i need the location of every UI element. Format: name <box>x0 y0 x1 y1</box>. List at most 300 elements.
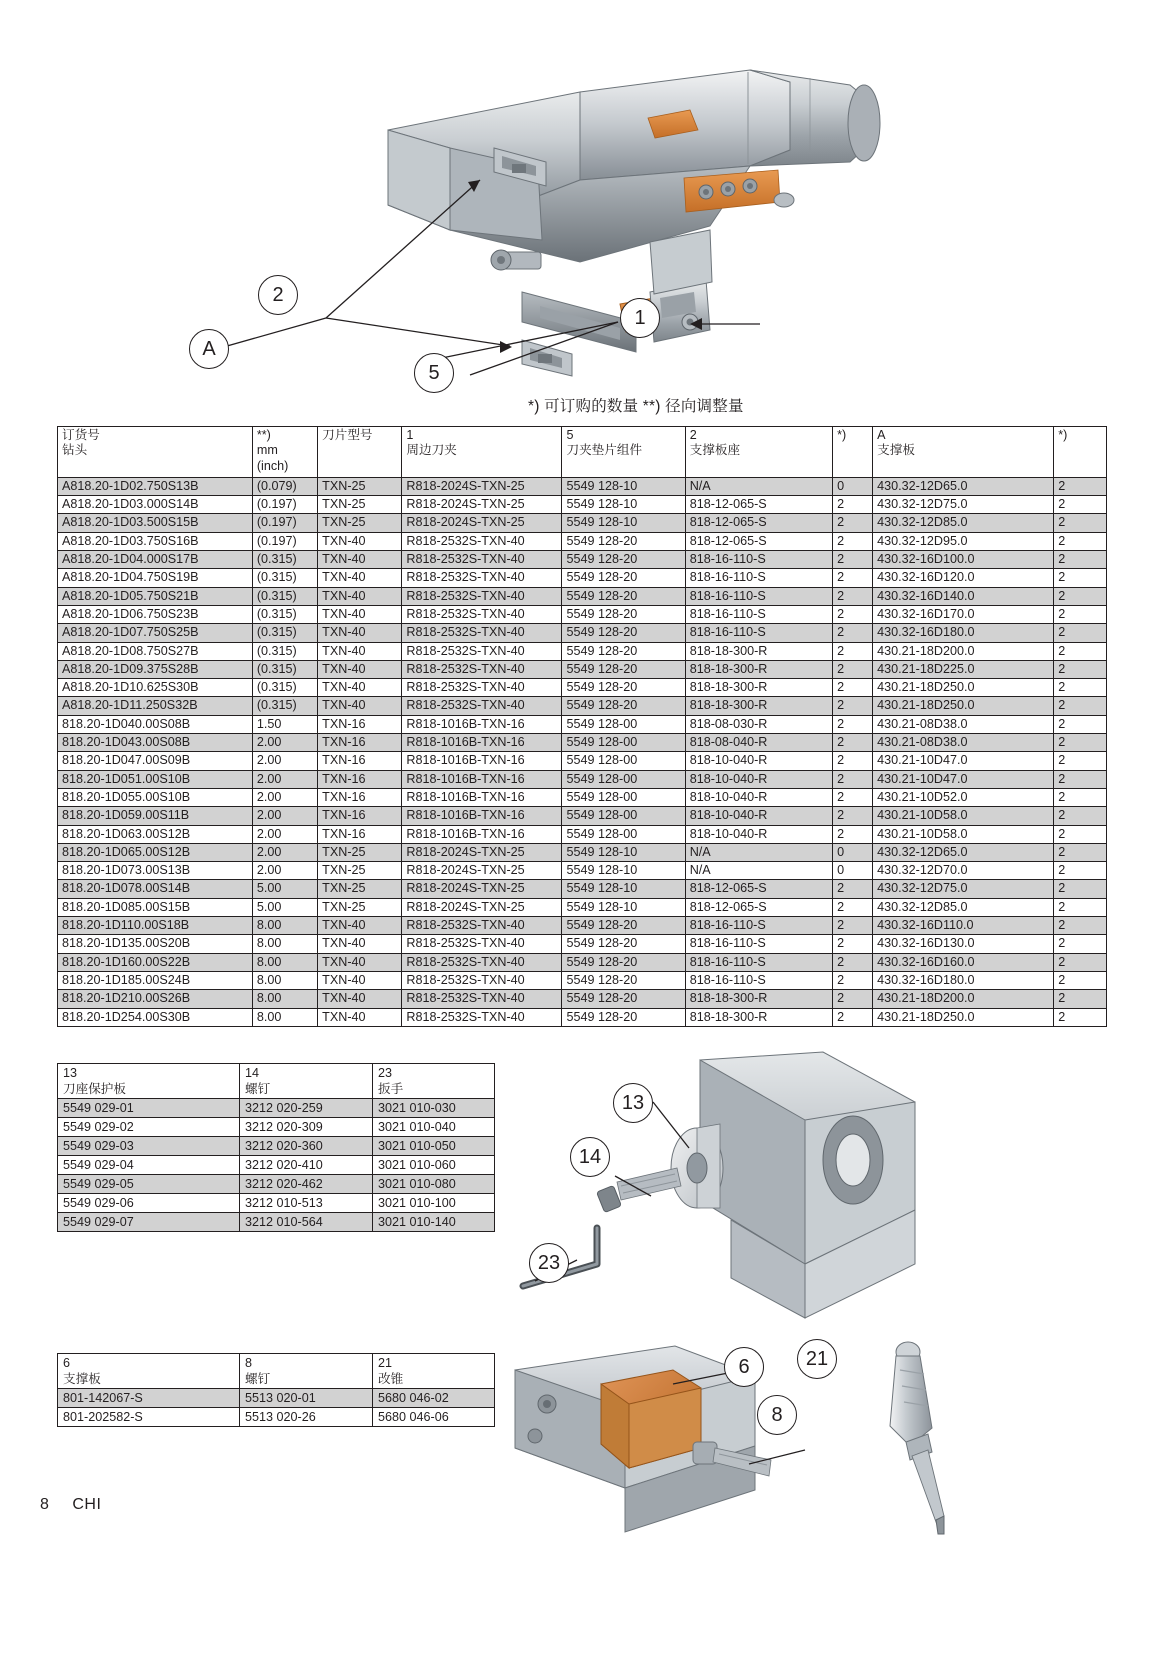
cell-holder-protection-plate: 5549 029-06 <box>58 1194 240 1213</box>
callout-marker-1: 1 <box>620 298 660 338</box>
table-row <box>58 990 1107 1008</box>
table-row <box>58 807 1107 825</box>
cell-radial-adjustment: 8.00 <box>252 953 317 971</box>
drill-order-table <box>57 426 1107 1027</box>
cell-support-pad-seat: 818-08-030-R <box>685 715 832 733</box>
cell-order-number: A818.20-1D08.750S27B <box>58 642 253 660</box>
cell-quantity-seat: 2 <box>833 770 873 788</box>
table-row <box>58 605 1107 623</box>
col-header-peripheral-holder: 1 周边刀夹 <box>402 427 562 478</box>
language-code: CHI <box>72 1496 102 1513</box>
cell-support-pad: 430.21-18D250.0 <box>873 1008 1054 1026</box>
cell-shim-kit: 5549 128-20 <box>562 642 685 660</box>
cell-support-pad: 430.32-12D85.0 <box>873 514 1054 532</box>
cell-quantity-pad: 2 <box>1054 569 1107 587</box>
cell-radial-adjustment: 2.00 <box>252 752 317 770</box>
cell-support-pad: 430.32-16D130.0 <box>873 935 1054 953</box>
cell-shim-kit: 5549 128-10 <box>562 898 685 916</box>
col-header-quantity-seat: *) <box>833 427 873 478</box>
cell-quantity-pad: 2 <box>1054 1008 1107 1026</box>
table-row <box>58 496 1107 514</box>
cell-shim-kit: 5549 128-10 <box>562 496 685 514</box>
cell-support-pad: 430.32-16D180.0 <box>873 624 1054 642</box>
cell-support-pad-seat: 818-10-040-R <box>685 752 832 770</box>
table-row <box>58 1137 495 1156</box>
screwdriver-illustration <box>840 1330 980 1540</box>
cell-shim-kit: 5549 128-00 <box>562 770 685 788</box>
cell-order-number: A818.20-1D03.750S16B <box>58 532 253 550</box>
cell-support-pad-seat: 818-18-300-R <box>685 679 832 697</box>
cell-radial-adjustment: 8.00 <box>252 1008 317 1026</box>
cell-quantity-seat: 2 <box>833 679 873 697</box>
cell-support-pad: 430.32-16D170.0 <box>873 605 1054 623</box>
table-row <box>58 1389 495 1408</box>
cell-shim-kit: 5549 128-10 <box>562 514 685 532</box>
cell-support-pad-seat: 818-18-300-R <box>685 1008 832 1026</box>
table-row <box>58 569 1107 587</box>
table-row <box>58 862 1107 880</box>
cell-order-number: A818.20-1D09.375S28B <box>58 660 253 678</box>
cell-order-number: 818.20-1D055.00S10B <box>58 788 253 806</box>
cell-peripheral-holder: R818-2532S-TXN-40 <box>402 569 562 587</box>
col-header-quantity-pad: *) <box>1054 427 1107 478</box>
table-row <box>58 514 1107 532</box>
cell-shim-kit: 5549 128-00 <box>562 752 685 770</box>
cell-radial-adjustment: 8.00 <box>252 935 317 953</box>
cell-radial-adjustment: 8.00 <box>252 971 317 989</box>
cell-radial-adjustment: 2.00 <box>252 862 317 880</box>
cell-quantity-pad: 2 <box>1054 825 1107 843</box>
cell-radial-adjustment: 1.50 <box>252 715 317 733</box>
cell-quantity-seat: 2 <box>833 551 873 569</box>
cell-insert-type: TXN-40 <box>318 990 402 1008</box>
cell-radial-adjustment: (0.315) <box>252 569 317 587</box>
cell-radial-adjustment: 5.00 <box>252 898 317 916</box>
cell-radial-adjustment: 2.00 <box>252 807 317 825</box>
cell-peripheral-holder: R818-2532S-TXN-40 <box>402 1008 562 1026</box>
cell-quantity-pad: 2 <box>1054 679 1107 697</box>
cell-wrench: 3021 010-060 <box>373 1156 495 1175</box>
cell-order-number: A818.20-1D03.500S15B <box>58 514 253 532</box>
cell-radial-adjustment: (0.315) <box>252 679 317 697</box>
table-row <box>58 1175 495 1194</box>
col-header-screw: 14 螺钉 <box>240 1064 373 1099</box>
cell-insert-type: TXN-16 <box>318 770 402 788</box>
cell-shim-kit: 5549 128-00 <box>562 807 685 825</box>
cell-shim-kit: 5549 128-10 <box>562 862 685 880</box>
cell-quantity-seat: 2 <box>833 514 873 532</box>
cell-peripheral-holder: R818-2532S-TXN-40 <box>402 624 562 642</box>
cell-support-pad-seat: 818-12-065-S <box>685 514 832 532</box>
cell-quantity-pad: 2 <box>1054 880 1107 898</box>
cell-quantity-seat: 2 <box>833 898 873 916</box>
table-row <box>58 1156 495 1175</box>
col-header-radial-adjustment: **) mm (inch) <box>252 427 317 478</box>
cell-quantity-seat: 2 <box>833 532 873 550</box>
cell-radial-adjustment: 8.00 <box>252 917 317 935</box>
cell-quantity-seat: 2 <box>833 917 873 935</box>
col-header-screw: 8 螺钉 <box>240 1354 373 1389</box>
cell-radial-adjustment: (0.315) <box>252 551 317 569</box>
cell-insert-type: TXN-40 <box>318 917 402 935</box>
col-header-screwdriver: 21 改锥 <box>373 1354 495 1389</box>
cell-support-pad-seat: 818-10-040-R <box>685 807 832 825</box>
cell-support-pad-seat: 818-18-300-R <box>685 642 832 660</box>
cell-peripheral-holder: R818-1016B-TXN-16 <box>402 734 562 752</box>
cell-order-number: A818.20-1D06.750S23B <box>58 605 253 623</box>
cell-insert-type: TXN-40 <box>318 697 402 715</box>
table-row <box>58 917 1107 935</box>
cell-peripheral-holder: R818-2532S-TXN-40 <box>402 551 562 569</box>
cell-screw: 5513 020-01 <box>240 1389 373 1408</box>
cell-peripheral-holder: R818-1016B-TXN-16 <box>402 807 562 825</box>
cell-shim-kit: 5549 128-20 <box>562 935 685 953</box>
cell-insert-type: TXN-16 <box>318 734 402 752</box>
cell-peripheral-holder: R818-2024S-TXN-25 <box>402 843 562 861</box>
cell-support-pad-seat: 818-16-110-S <box>685 569 832 587</box>
cell-insert-type: TXN-16 <box>318 788 402 806</box>
cell-support-pad: 430.21-10D58.0 <box>873 825 1054 843</box>
cell-order-number: 818.20-1D210.00S26B <box>58 990 253 1008</box>
cell-radial-adjustment: (0.315) <box>252 642 317 660</box>
cell-insert-type: TXN-25 <box>318 477 402 495</box>
cell-order-number: 818.20-1D135.00S20B <box>58 935 253 953</box>
cell-support-pad: 430.21-18D250.0 <box>873 679 1054 697</box>
cell-order-number: A818.20-1D10.625S30B <box>58 679 253 697</box>
cell-shim-kit: 5549 128-20 <box>562 917 685 935</box>
cell-quantity-seat: 2 <box>833 587 873 605</box>
cell-support-pad: 430.21-08D38.0 <box>873 734 1054 752</box>
cell-insert-type: TXN-40 <box>318 679 402 697</box>
cell-shim-kit: 5549 128-20 <box>562 679 685 697</box>
cell-support-pad: 430.32-16D110.0 <box>873 917 1054 935</box>
cell-quantity-pad: 2 <box>1054 624 1107 642</box>
callout-marker-a: A <box>189 329 229 369</box>
cell-quantity-seat: 2 <box>833 752 873 770</box>
cell-holder-protection-plate: 5549 029-02 <box>58 1118 240 1137</box>
cell-screw: 3212 020-309 <box>240 1118 373 1137</box>
cell-quantity-pad: 2 <box>1054 587 1107 605</box>
table-row <box>58 898 1107 916</box>
cell-holder-protection-plate: 5549 029-03 <box>58 1137 240 1156</box>
cell-order-number: 818.20-1D073.00S13B <box>58 862 253 880</box>
cell-radial-adjustment: 2.00 <box>252 734 317 752</box>
cell-quantity-seat: 2 <box>833 660 873 678</box>
table-row <box>58 788 1107 806</box>
cell-wrench: 3021 010-030 <box>373 1099 495 1118</box>
cell-insert-type: TXN-25 <box>318 496 402 514</box>
table-row <box>58 587 1107 605</box>
cell-support-plate: 801-142067-S <box>58 1389 240 1408</box>
cell-radial-adjustment: (0.197) <box>252 496 317 514</box>
table-row <box>58 935 1107 953</box>
cell-order-number: 818.20-1D059.00S11B <box>58 807 253 825</box>
cell-peripheral-holder: R818-1016B-TXN-16 <box>402 715 562 733</box>
cell-quantity-pad: 2 <box>1054 788 1107 806</box>
cell-quantity-pad: 2 <box>1054 843 1107 861</box>
cell-support-pad-seat: 818-10-040-R <box>685 788 832 806</box>
cell-radial-adjustment: (0.315) <box>252 587 317 605</box>
cell-peripheral-holder: R818-2532S-TXN-40 <box>402 532 562 550</box>
cell-peripheral-holder: R818-2532S-TXN-40 <box>402 587 562 605</box>
cell-quantity-pad: 2 <box>1054 697 1107 715</box>
table-row <box>58 697 1107 715</box>
cell-peripheral-holder: R818-1016B-TXN-16 <box>402 788 562 806</box>
cell-quantity-seat: 2 <box>833 624 873 642</box>
cell-shim-kit: 5549 128-20 <box>562 990 685 1008</box>
cell-quantity-pad: 2 <box>1054 605 1107 623</box>
cell-quantity-seat: 2 <box>833 971 873 989</box>
cell-insert-type: TXN-25 <box>318 843 402 861</box>
page-footer <box>40 1496 101 1514</box>
cell-quantity-seat: 2 <box>833 953 873 971</box>
cell-shim-kit: 5549 128-00 <box>562 825 685 843</box>
table-row <box>58 660 1107 678</box>
cell-quantity-seat: 2 <box>833 569 873 587</box>
table-row <box>58 679 1107 697</box>
cell-support-pad: 430.21-10D52.0 <box>873 788 1054 806</box>
callout-marker-23: 23 <box>529 1243 569 1283</box>
cell-peripheral-holder: R818-2024S-TXN-25 <box>402 862 562 880</box>
cell-insert-type: TXN-40 <box>318 605 402 623</box>
cell-peripheral-holder: R818-2532S-TXN-40 <box>402 605 562 623</box>
table-row <box>58 1194 495 1213</box>
cell-insert-type: TXN-40 <box>318 935 402 953</box>
cell-shim-kit: 5549 128-20 <box>562 587 685 605</box>
cell-order-number: A818.20-1D04.750S19B <box>58 569 253 587</box>
cell-screw: 5513 020-26 <box>240 1408 373 1427</box>
cell-quantity-pad: 2 <box>1054 532 1107 550</box>
cell-peripheral-holder: R818-2532S-TXN-40 <box>402 679 562 697</box>
table-row <box>58 1099 495 1118</box>
cell-order-number: 818.20-1D185.00S24B <box>58 971 253 989</box>
cell-radial-adjustment: 8.00 <box>252 990 317 1008</box>
cell-insert-type: TXN-25 <box>318 862 402 880</box>
cell-order-number: A818.20-1D07.750S25B <box>58 624 253 642</box>
cell-support-pad: 430.32-12D65.0 <box>873 477 1054 495</box>
cell-radial-adjustment: (0.197) <box>252 532 317 550</box>
cell-peripheral-holder: R818-2532S-TXN-40 <box>402 917 562 935</box>
cell-radial-adjustment: 5.00 <box>252 880 317 898</box>
cell-quantity-pad: 2 <box>1054 551 1107 569</box>
cell-peripheral-holder: R818-1016B-TXN-16 <box>402 752 562 770</box>
cell-order-number: A818.20-1D02.750S13B <box>58 477 253 495</box>
cell-shim-kit: 5549 128-20 <box>562 1008 685 1026</box>
cell-support-pad: 430.32-12D75.0 <box>873 880 1054 898</box>
cell-shim-kit: 5549 128-10 <box>562 477 685 495</box>
cell-screw: 3212 020-462 <box>240 1175 373 1194</box>
cell-insert-type: TXN-25 <box>318 898 402 916</box>
cell-screw: 3212 010-513 <box>240 1194 373 1213</box>
cell-quantity-seat: 2 <box>833 880 873 898</box>
cell-support-pad: 430.21-18D200.0 <box>873 990 1054 1008</box>
cell-insert-type: TXN-40 <box>318 532 402 550</box>
cell-support-pad: 430.21-18D225.0 <box>873 660 1054 678</box>
cell-peripheral-holder: R818-1016B-TXN-16 <box>402 770 562 788</box>
cell-quantity-seat: 2 <box>833 935 873 953</box>
table-row <box>58 1008 1107 1026</box>
cell-order-number: 818.20-1D040.00S08B <box>58 715 253 733</box>
cell-support-pad: 430.32-16D160.0 <box>873 953 1054 971</box>
cell-support-pad: 430.32-12D75.0 <box>873 496 1054 514</box>
cell-peripheral-holder: R818-2024S-TXN-25 <box>402 477 562 495</box>
cell-insert-type: TXN-16 <box>318 807 402 825</box>
cell-support-pad: 430.32-16D100.0 <box>873 551 1054 569</box>
table-body <box>58 1389 495 1427</box>
cell-quantity-seat: 2 <box>833 605 873 623</box>
cell-quantity-pad: 2 <box>1054 990 1107 1008</box>
cell-support-pad-seat: 818-16-110-S <box>685 917 832 935</box>
cell-shim-kit: 5549 128-20 <box>562 971 685 989</box>
cell-wrench: 3021 010-040 <box>373 1118 495 1137</box>
cell-peripheral-holder: R818-2024S-TXN-25 <box>402 898 562 916</box>
table-row <box>58 532 1107 550</box>
table-row <box>58 825 1107 843</box>
cell-quantity-pad: 2 <box>1054 770 1107 788</box>
cell-quantity-seat: 2 <box>833 697 873 715</box>
support-pad-table <box>57 1353 495 1427</box>
cell-quantity-seat: 0 <box>833 477 873 495</box>
table-row <box>58 734 1107 752</box>
table-row <box>58 1118 495 1137</box>
table-legend-note: *) 可订购的数量 **) 径向调整量 <box>528 398 744 415</box>
cell-wrench: 3021 010-140 <box>373 1213 495 1232</box>
table-row <box>58 1213 495 1232</box>
cell-support-pad-seat: 818-16-110-S <box>685 935 832 953</box>
cell-peripheral-holder: R818-2024S-TXN-25 <box>402 880 562 898</box>
cell-radial-adjustment: 2.00 <box>252 770 317 788</box>
cell-quantity-seat: 2 <box>833 825 873 843</box>
protection-plate-exploded-illustration <box>505 1050 925 1330</box>
cell-support-pad-seat: 818-18-300-R <box>685 660 832 678</box>
cell-screwdriver: 5680 046-06 <box>373 1408 495 1427</box>
cell-peripheral-holder: R818-2532S-TXN-40 <box>402 971 562 989</box>
table-row <box>58 642 1107 660</box>
cell-insert-type: TXN-16 <box>318 715 402 733</box>
cell-quantity-pad: 2 <box>1054 917 1107 935</box>
cell-insert-type: TXN-40 <box>318 953 402 971</box>
cell-insert-type: TXN-25 <box>318 880 402 898</box>
cell-support-pad-seat: 818-12-065-S <box>685 898 832 916</box>
cell-support-pad-seat: 818-16-110-S <box>685 624 832 642</box>
cell-quantity-pad: 2 <box>1054 715 1107 733</box>
cell-support-pad-seat: 818-16-110-S <box>685 605 832 623</box>
cell-wrench: 3021 010-100 <box>373 1194 495 1213</box>
cell-peripheral-holder: R818-1016B-TXN-16 <box>402 825 562 843</box>
cell-wrench: 3021 010-050 <box>373 1137 495 1156</box>
col-header-support-pad-seat: 2 支撑板座 <box>685 427 832 478</box>
cell-order-number: A818.20-1D03.000S14B <box>58 496 253 514</box>
col-header-support-pad: A 支撑板 <box>873 427 1054 478</box>
cell-support-pad-seat: 818-10-040-R <box>685 825 832 843</box>
cell-support-pad-seat: 818-16-110-S <box>685 587 832 605</box>
cell-quantity-pad: 2 <box>1054 477 1107 495</box>
table-body <box>58 477 1107 1026</box>
cell-radial-adjustment: (0.315) <box>252 605 317 623</box>
table-row <box>58 551 1107 569</box>
cell-support-pad-seat: 818-10-040-R <box>685 770 832 788</box>
cell-insert-type: TXN-40 <box>318 624 402 642</box>
cell-insert-type: TXN-40 <box>318 587 402 605</box>
callout-marker-6: 6 <box>724 1347 764 1387</box>
cell-screwdriver: 5680 046-02 <box>373 1389 495 1408</box>
cell-quantity-seat: 2 <box>833 496 873 514</box>
cell-support-pad-seat: N/A <box>685 862 832 880</box>
cell-shim-kit: 5549 128-10 <box>562 880 685 898</box>
cell-order-number: A818.20-1D04.000S17B <box>58 551 253 569</box>
cell-support-pad-seat: 818-16-110-S <box>685 953 832 971</box>
cell-holder-protection-plate: 5549 029-07 <box>58 1213 240 1232</box>
cell-quantity-pad: 2 <box>1054 734 1107 752</box>
cell-screw: 3212 020-410 <box>240 1156 373 1175</box>
cell-support-pad: 430.32-16D140.0 <box>873 587 1054 605</box>
cell-order-number: 818.20-1D051.00S10B <box>58 770 253 788</box>
drill-head-assembly-illustration <box>150 30 890 390</box>
cell-shim-kit: 5549 128-00 <box>562 715 685 733</box>
cell-support-pad-seat: 818-12-065-S <box>685 496 832 514</box>
cell-peripheral-holder: R818-2532S-TXN-40 <box>402 935 562 953</box>
table-row <box>58 770 1107 788</box>
table-body <box>58 1099 495 1232</box>
cell-shim-kit: 5549 128-20 <box>562 605 685 623</box>
cell-support-pad: 430.32-12D65.0 <box>873 843 1054 861</box>
cell-radial-adjustment: (0.315) <box>252 660 317 678</box>
cell-peripheral-holder: R818-2532S-TXN-40 <box>402 953 562 971</box>
table-header-row <box>58 1354 495 1389</box>
cell-support-pad-seat: 818-12-065-S <box>685 880 832 898</box>
cell-shim-kit: 5549 128-20 <box>562 697 685 715</box>
cell-shim-kit: 5549 128-20 <box>562 624 685 642</box>
cell-insert-type: TXN-40 <box>318 551 402 569</box>
cell-insert-type: TXN-40 <box>318 1008 402 1026</box>
cell-peripheral-holder: R818-2024S-TXN-25 <box>402 514 562 532</box>
cell-quantity-pad: 2 <box>1054 752 1107 770</box>
cell-insert-type: TXN-40 <box>318 660 402 678</box>
cell-quantity-pad: 2 <box>1054 862 1107 880</box>
table-row <box>58 624 1107 642</box>
cell-quantity-seat: 2 <box>833 715 873 733</box>
table-row <box>58 477 1107 495</box>
callout-marker-8: 8 <box>757 1395 797 1435</box>
cell-quantity-seat: 2 <box>833 807 873 825</box>
callout-marker-21: 21 <box>797 1339 837 1379</box>
cell-shim-kit: 5549 128-10 <box>562 843 685 861</box>
cell-quantity-pad: 2 <box>1054 514 1107 532</box>
cell-support-pad-seat: 818-18-300-R <box>685 990 832 1008</box>
cell-quantity-seat: 2 <box>833 990 873 1008</box>
table-row <box>58 715 1107 733</box>
cell-support-pad: 430.21-10D58.0 <box>873 807 1054 825</box>
table-row <box>58 843 1107 861</box>
cell-insert-type: TXN-16 <box>318 825 402 843</box>
cell-quantity-seat: 2 <box>833 788 873 806</box>
cell-insert-type: TXN-40 <box>318 971 402 989</box>
cell-support-pad: 430.21-18D250.0 <box>873 697 1054 715</box>
cell-order-number: A818.20-1D11.250S32B <box>58 697 253 715</box>
cell-radial-adjustment: (0.315) <box>252 624 317 642</box>
cell-quantity-pad: 2 <box>1054 935 1107 953</box>
cell-shim-kit: 5549 128-20 <box>562 953 685 971</box>
cell-support-pad: 430.21-10D47.0 <box>873 752 1054 770</box>
cell-support-pad: 430.21-10D47.0 <box>873 770 1054 788</box>
col-header-order-number: 订货号 钻头 <box>58 427 253 478</box>
cell-peripheral-holder: R818-2532S-TXN-40 <box>402 697 562 715</box>
cell-radial-adjustment: 2.00 <box>252 825 317 843</box>
cell-quantity-seat: 0 <box>833 843 873 861</box>
cell-radial-adjustment: (0.197) <box>252 514 317 532</box>
cell-order-number: 818.20-1D085.00S15B <box>58 898 253 916</box>
cell-support-pad: 430.21-08D38.0 <box>873 715 1054 733</box>
